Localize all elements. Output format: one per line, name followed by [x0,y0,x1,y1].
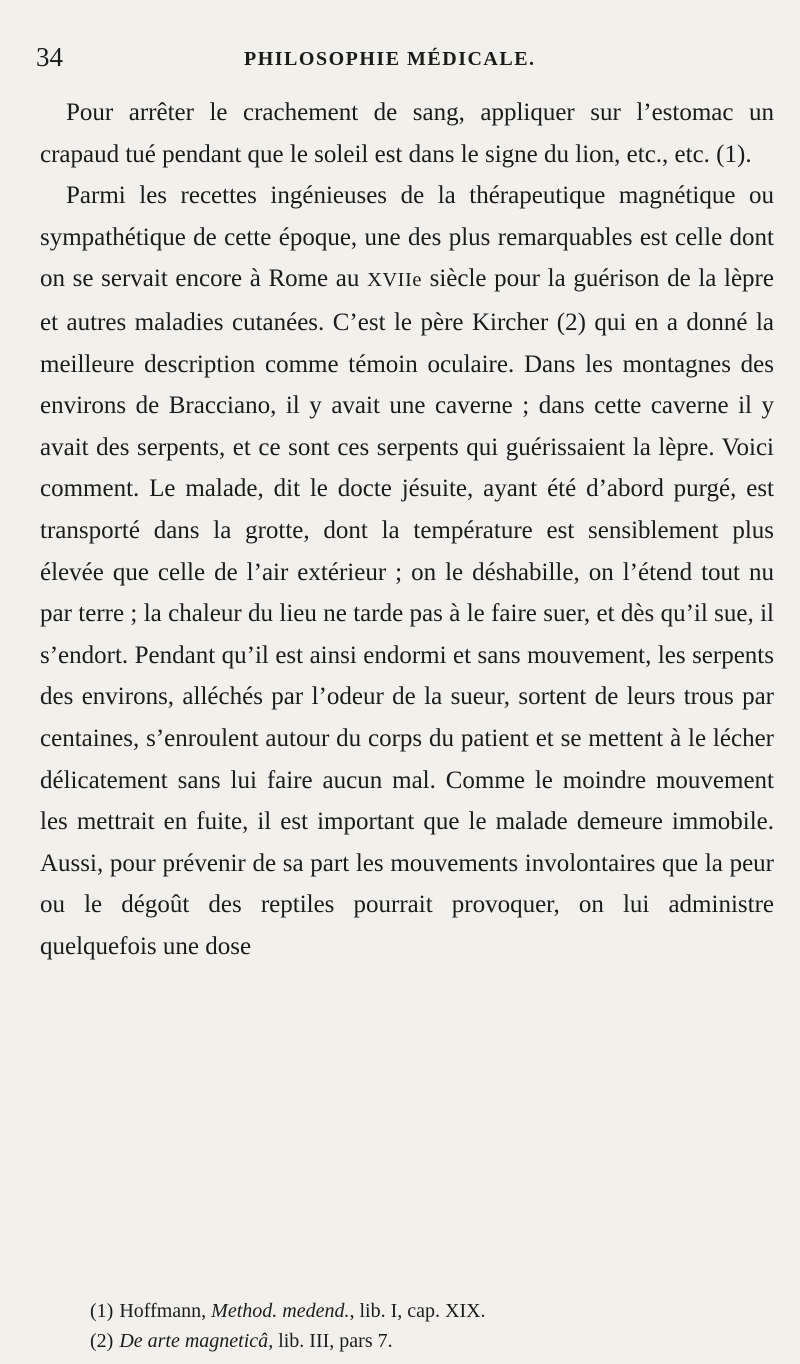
footnote-work-title: De arte magneticâ [119,1330,269,1352]
paragraph-2-part-2: siècle pour la guérison de la lèpre et autres maladies cutanées. C’est le père Kircher (2) qui en a donné la meilleure description comme témoin oculaire. Dans les montagnes des environs de Bracciano, il y avait une caverne ; dans cette caverne il y avait des serpents, et ce sont ces serpents qui guérissaient la lèpre. Voici comment. Le malade, dit le docte jésuite, ayant été d’abord purgé, est transporté dans la grotte, dont la température est sensiblement plus élevée que celle de l’air extérieur ; on le déshabille, on l’étend tout nu par terre ; la chaleur du lieu ne tarde pas à le faire suer, et dès qu’il sue, il s’endort. Pendant qu’il est ainsi endormi et sans mouvement, les serpents des environs, alléchés par l’odeur de la sueur, sortent de leurs trous par centaines, s’enroulent autour du corps du patient et se mettent à le lécher délicatement sans lui faire aucun mal. Comme le moindre mouvement les mettrait en fuite, il est important que le malade demeure immobile. Aussi, pour prévenir de sa part les mouvements involontaires que la peur ou le dégoût des reptiles pourrait provoquer, on lui administre quelquefois une dose [40,265,774,960]
footnote-mark: (1) [90,1300,114,1322]
body-text [40,92,774,967]
paragraph-1: Pour arrêter le crachement de sang, appliquer sur l’estomac un crapaud tué pendant que le soleil est dans le signe du lion, etc., etc. (1). [40,99,774,168]
footnote-work-title: Method. medend. [211,1300,350,1322]
page-header [36,42,760,78]
paragraph-2 [40,175,774,967]
footnote-author: Hoffmann, [119,1300,212,1322]
footnote-1 [90,1296,730,1326]
page-number: 34 [36,42,63,72]
footnotes [90,1296,730,1356]
footnote-mark: (2) [90,1330,114,1352]
footnote-reference: , lib. III, pars 7. [268,1330,393,1352]
running-title: PHILOSOPHIE MÉDICALE. [244,48,536,70]
footnote-2 [90,1326,730,1356]
century-numeral: XVIIe [367,269,422,292]
paragraph-2-part-1: Parmi les recettes ingénieuses de la thérapeutique magnétique ou sympathétique de cette époque, une des plus remarquables est celle dont on se servait encore à Rome au [40,182,774,293]
footnote-reference: , lib. I, cap. XIX. [349,1300,486,1322]
